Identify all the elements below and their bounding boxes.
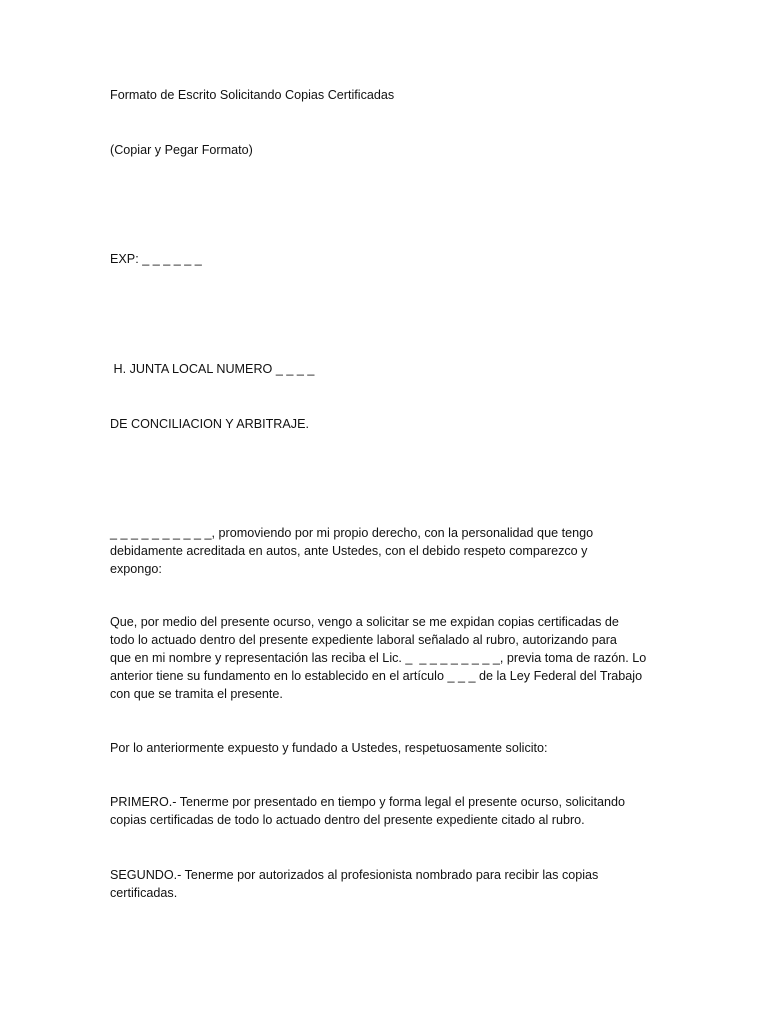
conciliacion-line: DE CONCILIACION Y ARBITRAJE. <box>110 417 309 431</box>
intro-line: expongo: <box>110 562 162 576</box>
segundo-paragraph <box>110 866 670 902</box>
body-line: Que, por medio del presente ocurso, vengo a solicitar se me expidan copias certificadas de <box>110 615 619 629</box>
body-line: con que se tramita el presente. <box>110 687 283 701</box>
intro-line: debidamente acreditada en autos, ante Ustedes, con el debido respeto comparezco y <box>110 544 588 558</box>
segundo-line: SEGUNDO.- Tenerme por autorizados al profesionista nombrado para recibir las copias <box>110 868 599 882</box>
document-title: Formato de Escrito Solicitando Copias Certificadas <box>110 88 395 102</box>
primero-line: PRIMERO.- Tenerme por presentado en tiempo y forma legal el presente ocurso, solicitando <box>110 795 625 809</box>
body-line: anterior tiene su fundamento en lo establecido en el artículo _ _ _ de la Ley Federal del Trabajo <box>110 669 643 683</box>
junta-line: H. JUNTA LOCAL NUMERO _ _ _ _ <box>110 362 315 376</box>
intro-line: _ _ _ _ _ _ _ _ _ _, promoviendo por mi propio derecho, con la personalidad que tengo <box>110 526 594 540</box>
segundo-line: certificadas. <box>110 886 178 900</box>
document-subtitle: (Copiar y Pegar Formato) <box>110 143 253 157</box>
intro-paragraph <box>110 524 670 578</box>
body-line: todo lo actuado dentro del presente expediente laboral señalado al rubro, autorizando para <box>110 633 617 647</box>
body-line: que en mi nombre y representación las reciba el Lic. _ _ _ _ _ _ _ _ _, previa toma de razón. Lo <box>110 651 647 665</box>
expediente-line: EXP: _ _ _ _ _ _ <box>110 252 202 266</box>
body-paragraph <box>110 613 670 703</box>
primero-line: copias certificadas de todo lo actuado dentro del presente expediente citado al rubro. <box>110 813 585 827</box>
primero-paragraph <box>110 793 670 829</box>
request-intro-line: Por lo anteriormente expuesto y fundado a Ustedes, respetuosamente solicito: <box>110 741 548 755</box>
